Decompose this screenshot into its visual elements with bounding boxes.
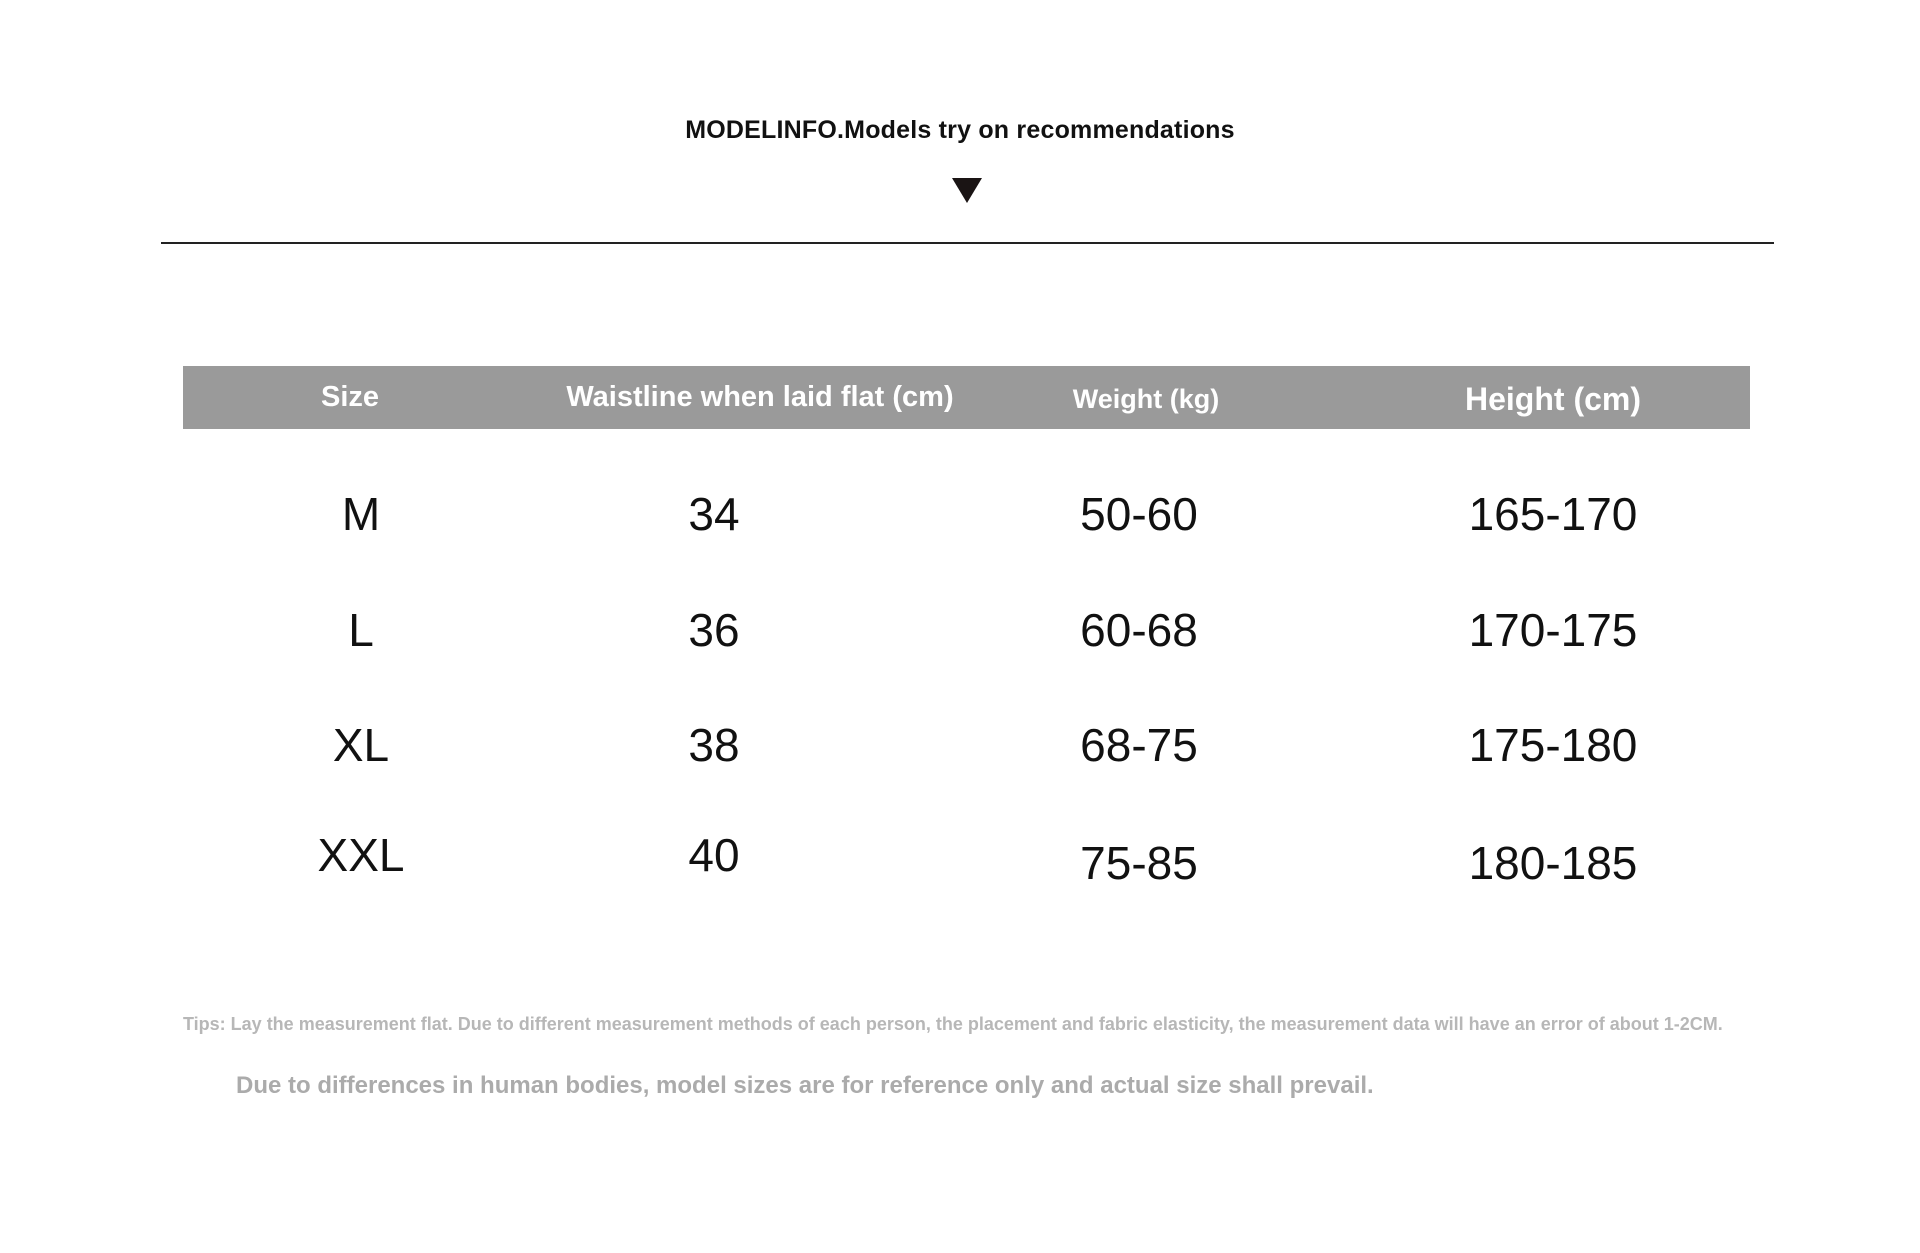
column-header-waistline: Waistline when laid flat (cm) — [566, 381, 954, 413]
table-row — [0, 825, 1920, 889]
cell-size: XL — [332, 719, 390, 771]
measurement-tips: Tips: Lay the measurement flat. Due to different measurement methods of each person, the placement and fabric elasticity, the measurement data will have an error of about 1-2CM. — [183, 1014, 1723, 1034]
table-row — [0, 715, 1920, 775]
table-row — [0, 600, 1920, 660]
cell-waistline: 38 — [688, 719, 740, 771]
cell-height: 170-175 — [1468, 604, 1638, 656]
reference-note: Due to differences in human bodies, model sizes are for reference only and actual size shall prevail. — [236, 1072, 1374, 1099]
column-header-size: Size — [320, 381, 380, 413]
cell-size: XXL — [317, 829, 405, 881]
down-arrow-icon — [952, 178, 982, 203]
cell-height: 180-185 — [1468, 837, 1638, 889]
cell-height: 175-180 — [1468, 719, 1638, 771]
cell-waistline: 36 — [688, 604, 740, 656]
cell-weight: 75-85 — [1080, 837, 1198, 889]
cell-size: L — [348, 604, 374, 656]
cell-weight: 50-60 — [1080, 488, 1198, 540]
table-row — [0, 484, 1920, 544]
divider — [161, 242, 1774, 244]
cell-waistline: 34 — [688, 488, 740, 540]
column-header-height: Height (cm) — [1465, 381, 1641, 417]
table-header — [183, 366, 1750, 429]
cell-waistline: 40 — [688, 829, 740, 881]
cell-weight: 68-75 — [1080, 719, 1198, 771]
column-header-weight: Weight (kg) — [1072, 384, 1220, 414]
page-title: MODELINFO.Models try on recommendations — [685, 116, 1235, 144]
cell-size: M — [341, 488, 381, 540]
cell-weight: 60-68 — [1080, 604, 1198, 656]
cell-height: 165-170 — [1468, 488, 1638, 540]
